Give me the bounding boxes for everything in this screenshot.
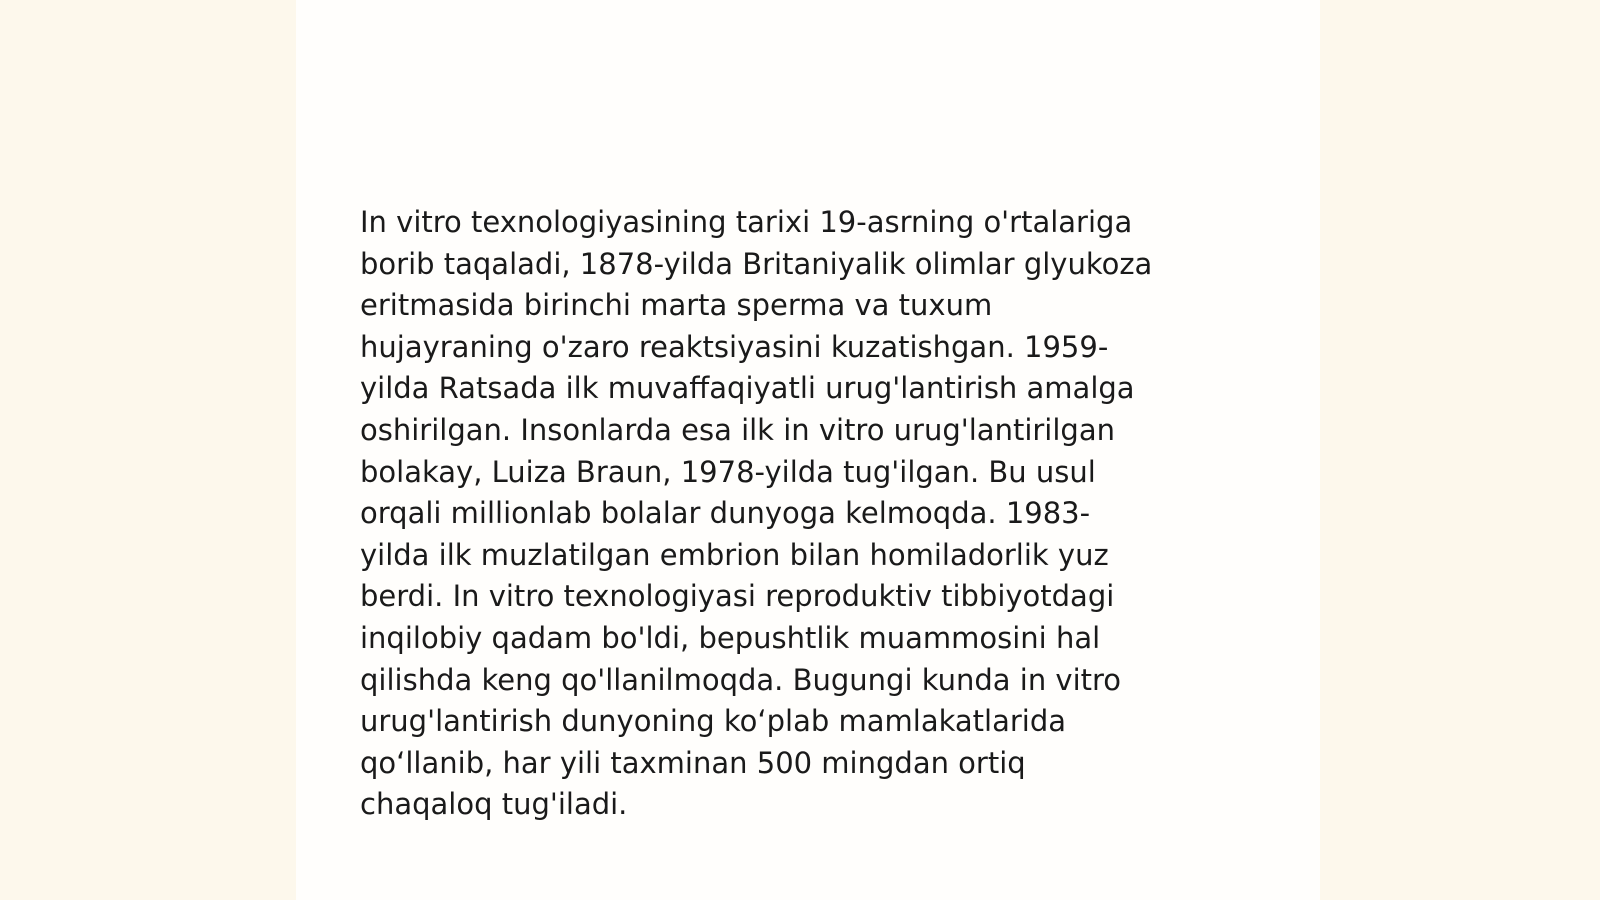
slide-page [296,0,1320,900]
slide-body-text: In vitro texnologiyasining tarixi 19-asrning o'rtalariga borib taqaladi, 1878-yilda Britaniyalik olimlar glyukoza eritmasida birinchi marta sperma va tuxum hujayraning o'zaro reaktsiyasini kuzatishgan. 1959- yilda Ratsada ilk muvaffaqiyatli urug'lantirish amalga oshirilgan. Insonlarda esa ilk in vitro urug'lantirilgan bolakay, Luiza Braun, 1978-yilda tug'ilgan. Bu usul orqali millionlab bolalar dunyoga kelmoqda. 1983- yilda ilk muzlatilgan embrion bilan homiladorlik yuz berdi. In vitro texnologiyasi reproduktiv tibbiyotdagi inqilobiy qadam bo'ldi, bepushtlik muammosini hal qilishda keng qo'llanilmoqda. Bugungi kunda in vitro urug'lantirish dunyoning ko‘plab mamlakatlarida qo‘llanib, har yili taxminan 500 mingdan ortiq chaqaloq tug'iladi. [360,205,1153,822]
